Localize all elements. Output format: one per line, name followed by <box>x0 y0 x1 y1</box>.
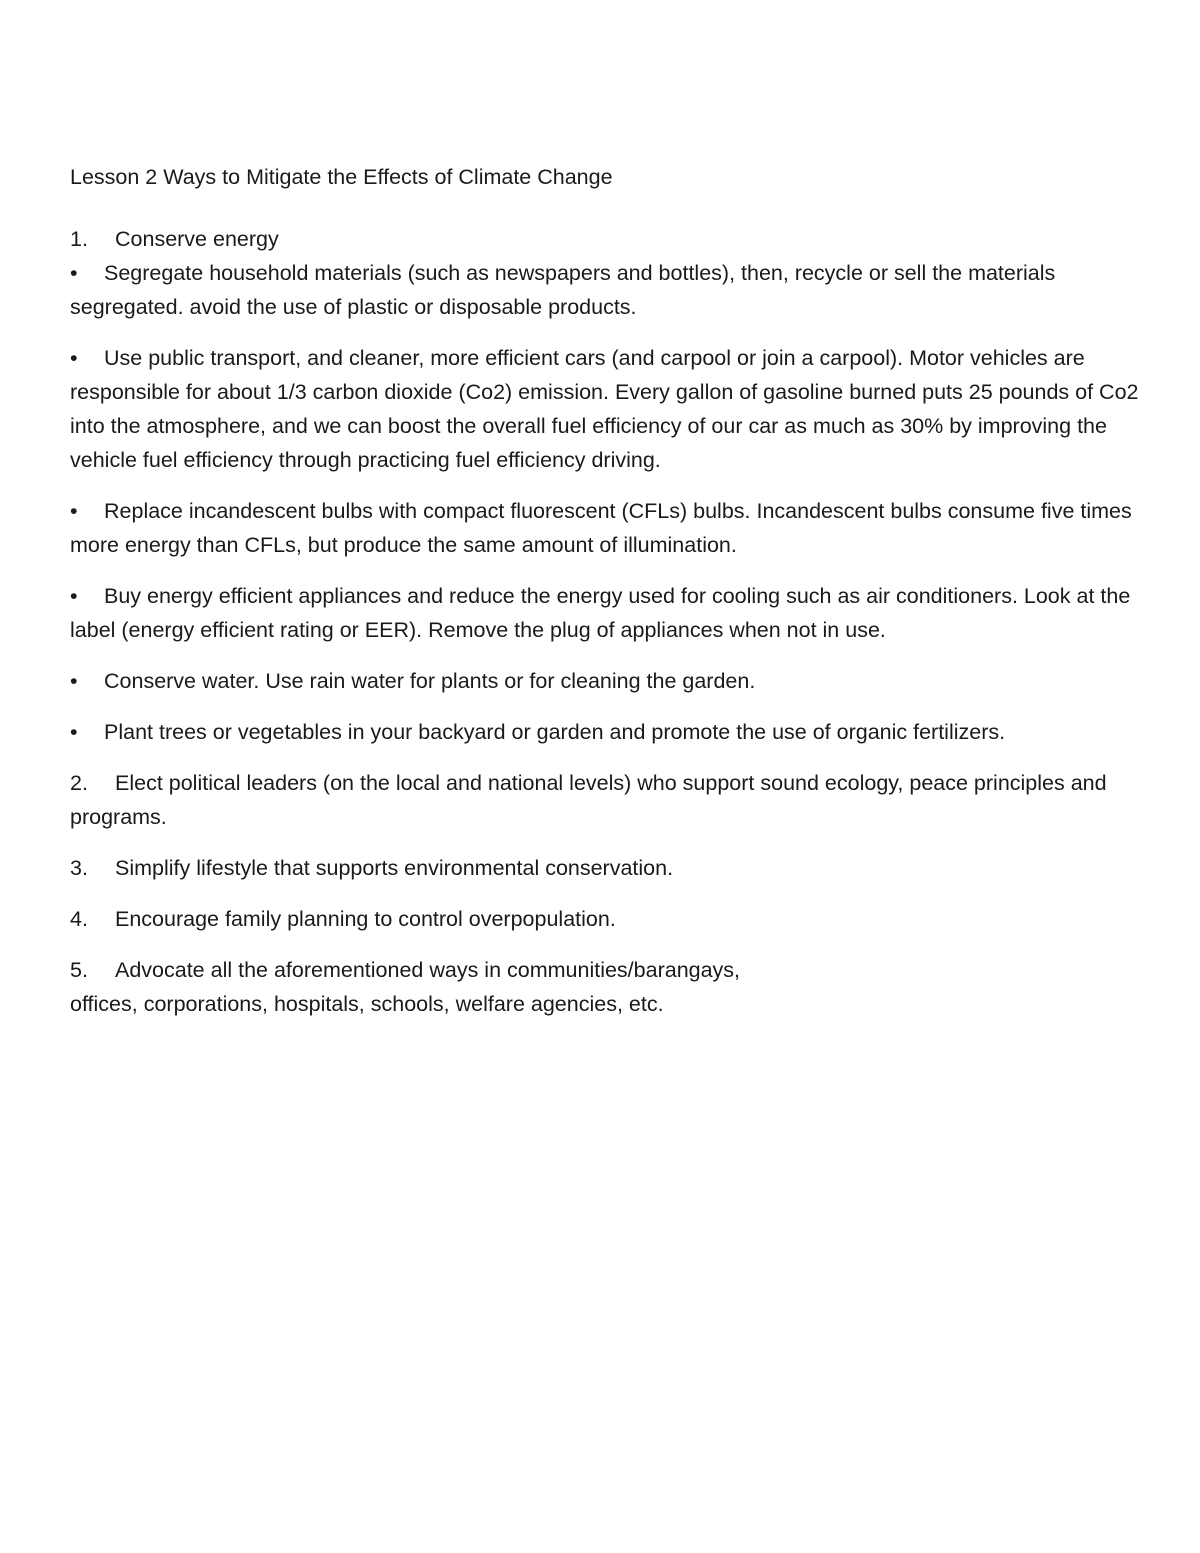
bullet-text: Replace incandescent bulbs with compact fluorescent (CFLs) bulbs. Incandescent bulbs consume five times more energy than CFLs, but produce the same amount of illumination. <box>70 499 1132 557</box>
item-text: Encourage family planning to control overpopulation. <box>115 907 616 931</box>
bullet-item-5 <box>70 664 1140 698</box>
bullet-icon: • <box>70 669 78 693</box>
bullet-text: Use public transport, and cleaner, more efficient cars (and carpool or join a carpool). Motor vehicles are responsible for about 1/3 carbon dioxide (Co2) emission. Every gallon of gasoline burned puts 25 pounds of Co2 into the atmosphere, and we can boost the overall fuel efficiency of our car as much as 30% by improving the vehicle fuel efficiency through practicing fuel efficiency driving. <box>70 346 1139 472</box>
bullet-text: Buy energy efficient appliances and reduce the energy used for cooling such as air conditioners. Look at the label (energy efficient rating or EER). Remove the plug of appliances when not in use. <box>70 584 1131 642</box>
page-title: Lesson 2 Ways to Mitigate the Effects of Climate Change <box>70 165 613 189</box>
bullet-text: Plant trees or vegetables in your backyard or garden and promote the use of organic fertilizers. <box>104 720 1006 744</box>
bullet-item-6 <box>70 715 1140 749</box>
item-number: 5. <box>70 958 88 982</box>
item-text: Simplify lifestyle that supports environmental conservation. <box>115 856 674 880</box>
item-text: Conserve energy <box>115 227 279 251</box>
item-text: Advocate all the aforementioned ways in communities/barangays, <box>115 958 741 982</box>
numbered-item-1 <box>70 222 1140 256</box>
numbered-item-4 <box>70 902 1140 936</box>
bullet-icon: • <box>70 499 78 523</box>
item-continuation: offices, corporations, hospitals, schools, welfare agencies, etc. <box>70 992 664 1016</box>
bullet-icon: • <box>70 261 78 285</box>
item-text: Elect political leaders (on the local and national levels) who support sound ecology, peace principles and programs. <box>70 771 1107 829</box>
bullet-icon: • <box>70 584 78 608</box>
item-number: 3. <box>70 856 88 880</box>
document-page <box>70 160 1140 1038</box>
bullet-text: Segregate household materials (such as newspapers and bottles), then, recycle or sell the materials segregated. avoid the use of plastic or disposable products. <box>70 261 1056 319</box>
bullet-item-3 <box>70 494 1140 562</box>
item-first-line <box>70 953 1140 987</box>
bullet-item-1 <box>70 256 1140 324</box>
numbered-item-2 <box>70 766 1140 834</box>
bullet-text: Conserve water. Use rain water for plants or for cleaning the garden. <box>104 669 756 693</box>
numbered-item-5 <box>70 953 1140 1021</box>
bullet-icon: • <box>70 720 78 744</box>
bullet-icon: • <box>70 346 78 370</box>
bullet-item-2 <box>70 341 1140 477</box>
bullet-item-4 <box>70 579 1140 647</box>
item-number: 4. <box>70 907 88 931</box>
item-number: 2. <box>70 771 88 795</box>
item-number: 1. <box>70 227 88 251</box>
numbered-item-3 <box>70 851 1140 885</box>
